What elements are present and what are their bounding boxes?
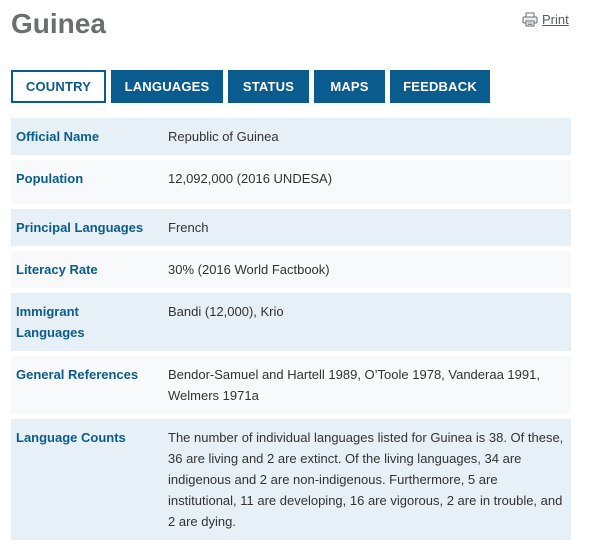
row-label: General References <box>16 367 139 382</box>
info-row-population <box>11 160 571 204</box>
row-label: Population <box>16 171 84 186</box>
row-value: 12,092,000 (2016 UNDESA) <box>168 171 333 186</box>
row-value: French <box>168 220 209 235</box>
info-row-general-references <box>11 356 571 414</box>
tab-maps[interactable]: MAPS <box>314 70 385 103</box>
tab-bar <box>11 70 490 103</box>
row-label: Literacy Rate <box>16 262 98 277</box>
info-row-principal-languages <box>11 209 571 246</box>
info-row-literacy-rate <box>11 251 571 288</box>
print-link[interactable] <box>522 12 569 27</box>
info-row-language-counts <box>11 419 571 540</box>
row-value: Bendor-Samuel and Hartell 1989, O’Toole 1978, Vanderaa 1991, Welmers 1971a <box>168 367 540 403</box>
row-label: Official Name <box>16 129 100 144</box>
tab-feedback[interactable]: FEEDBACK <box>390 70 490 103</box>
tab-status[interactable]: STATUS <box>228 70 309 103</box>
row-value: 30% (2016 World Factbook) <box>168 262 330 277</box>
tab-languages[interactable]: LANGUAGES <box>111 70 223 103</box>
row-value: Bandi (12,000), Krio <box>168 304 284 319</box>
print-label[interactable]: Print <box>542 12 569 27</box>
page-title: Guinea <box>11 8 106 39</box>
row-label: Immigrant Languages <box>16 304 85 340</box>
country-info-table <box>11 118 571 545</box>
row-label: Principal Languages <box>16 220 144 235</box>
info-row-immigrant-languages <box>11 293 571 351</box>
row-label: Language Counts <box>16 430 126 445</box>
row-value: The number of individual languages listed for Guinea is 38. Of these, 36 are living and 2 are extinct. Of the living languages, 34 are indigenous and 2 are non-indigenous. Furthermore, 5 are institutional, 11 are developing, 16 are vigorous, 2 are in trouble, and 2 are dying. <box>168 430 564 529</box>
tab-country[interactable]: COUNTRY <box>11 70 106 103</box>
info-row-official-name <box>11 118 571 155</box>
row-value: Republic of Guinea <box>168 129 279 144</box>
printer-icon <box>522 12 538 27</box>
